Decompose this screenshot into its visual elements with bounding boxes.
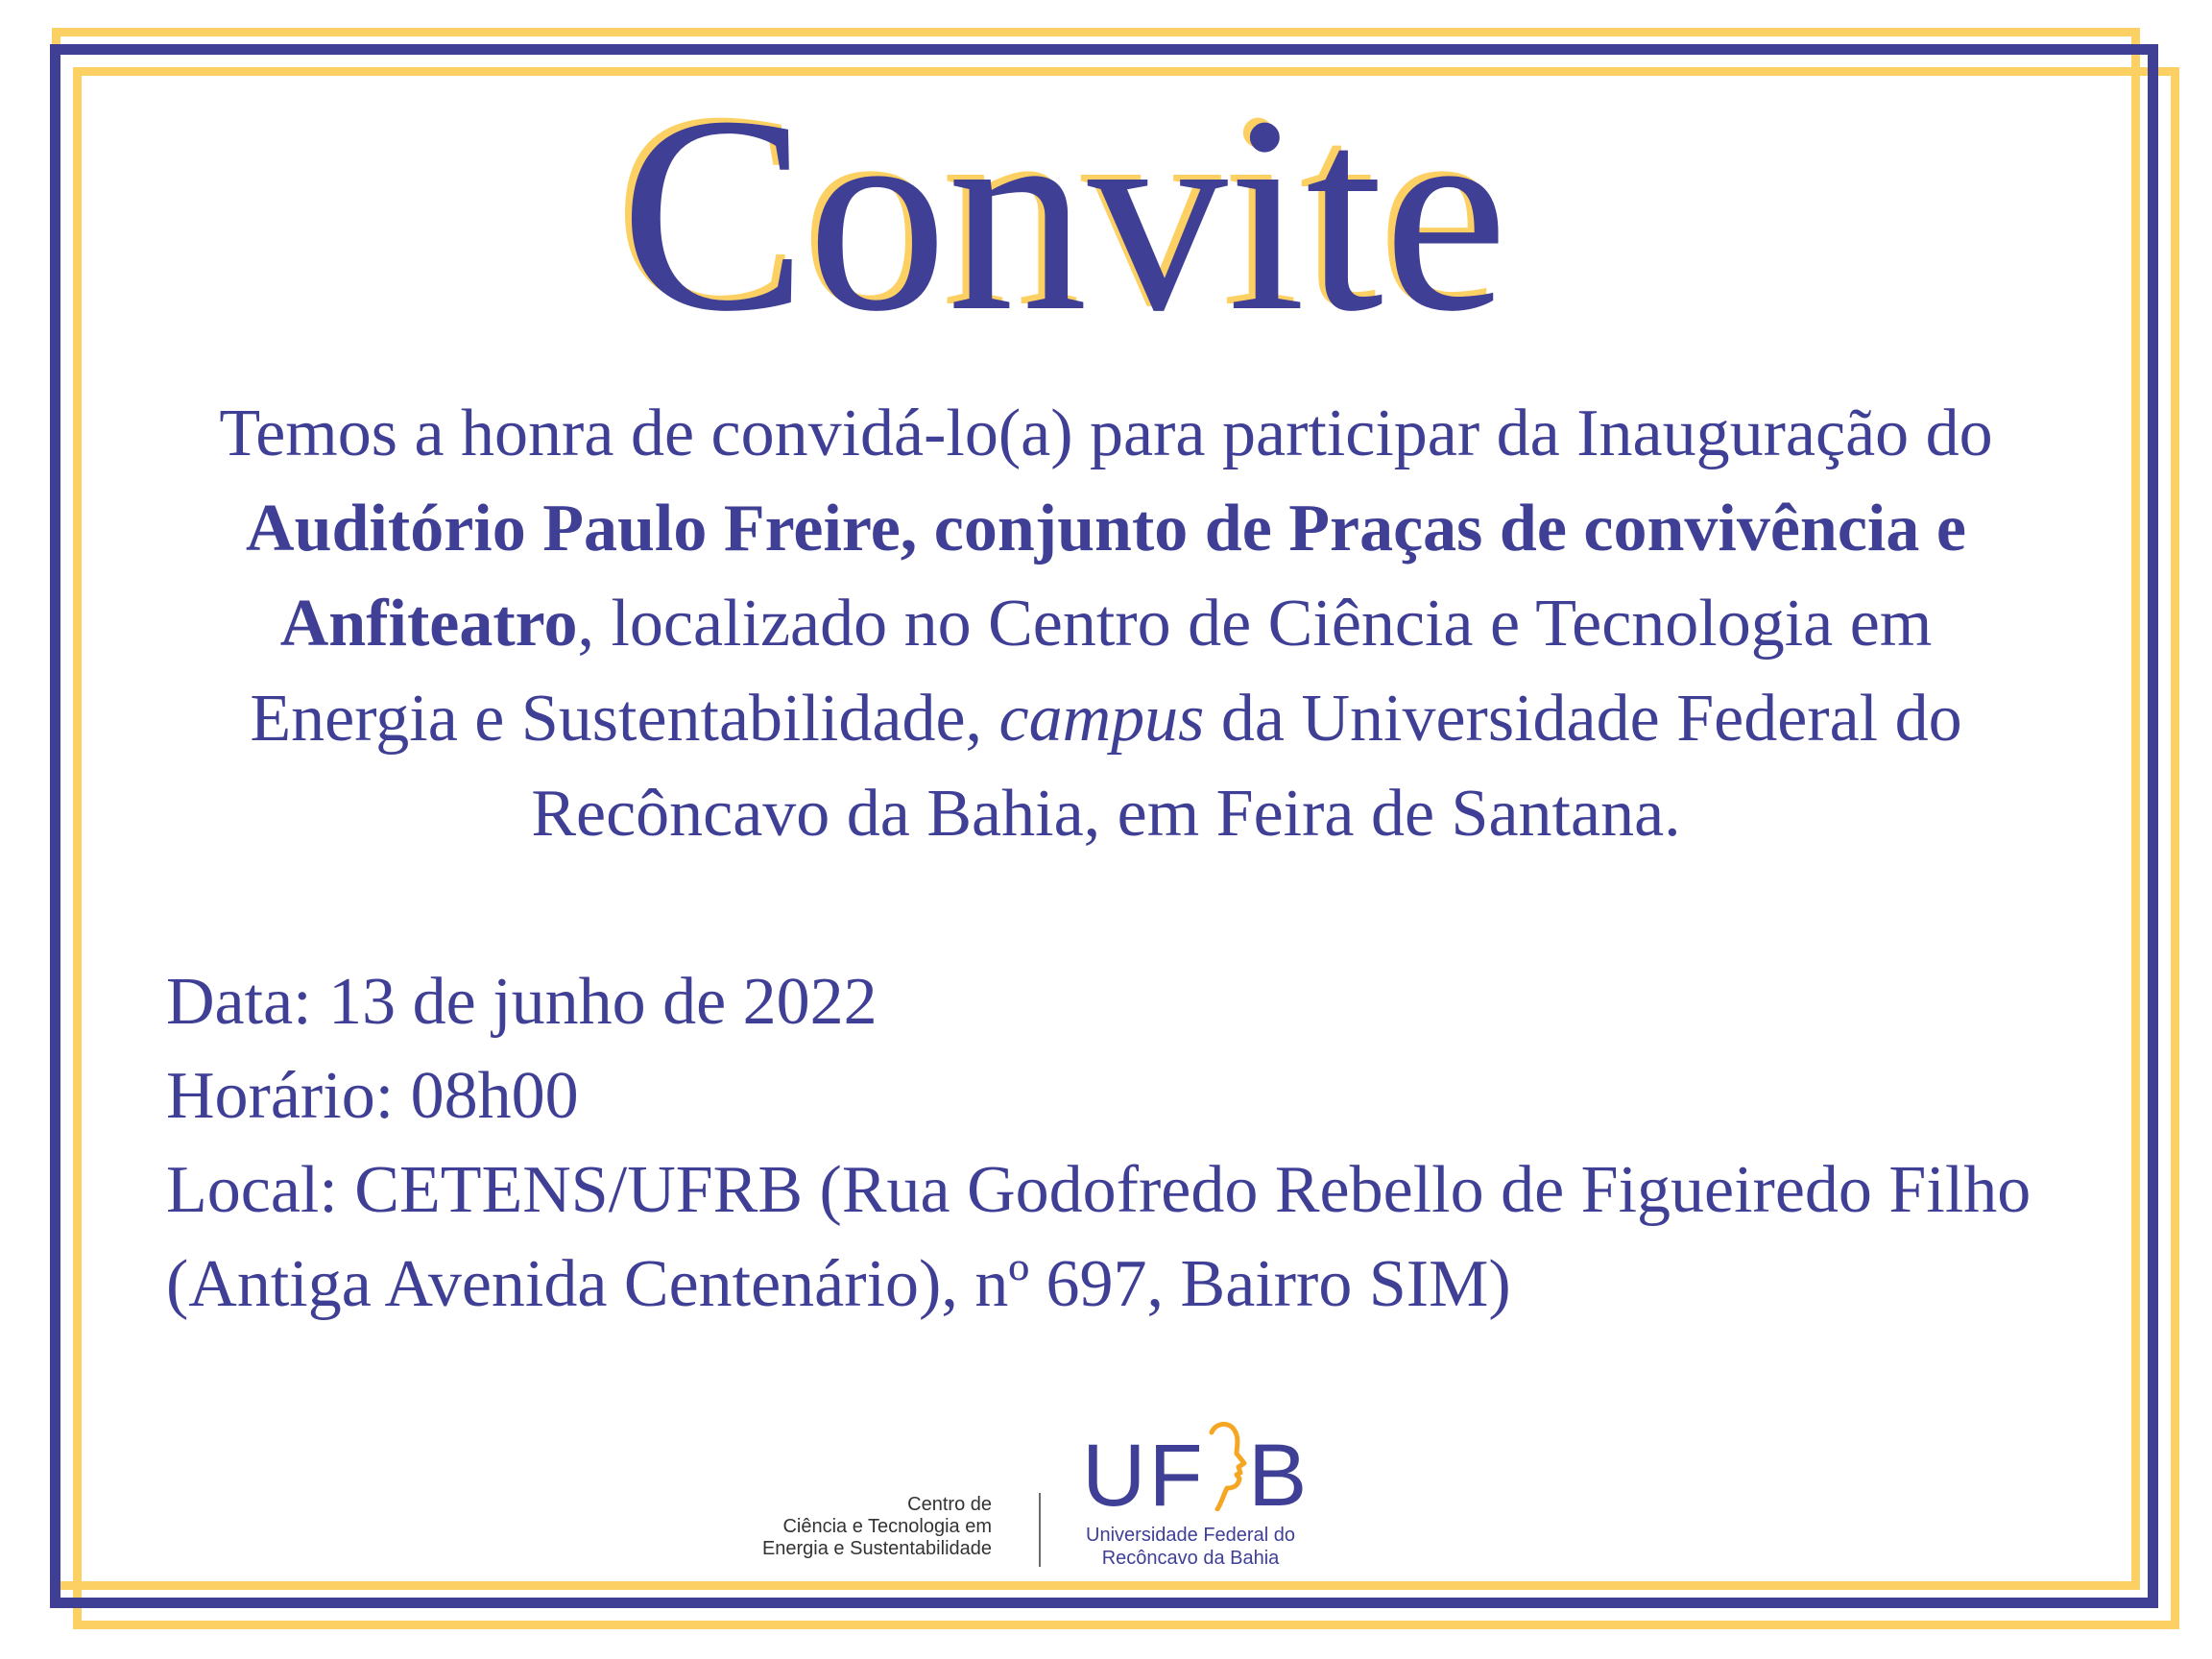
ufrb-name-line-2: Recôncavo da Bahia: [1101, 1548, 1280, 1569]
intro-campus-word: campus: [998, 682, 1205, 756]
ufrb-logo-name: [1070, 1524, 1310, 1570]
event-location-line-2: (Antiga Avenida Centenário), nº 697, Bairro SIM): [166, 1247, 1511, 1321]
invitation-title: Convite: [620, 60, 1508, 370]
cetens-line-1: Centro de: [907, 1494, 992, 1515]
intro-line-4-start: Energia e Sustentabilidade,: [250, 682, 999, 756]
cetens-logo-text: [762, 1494, 992, 1560]
event-date: Data: 13 de junho de 2022: [166, 965, 878, 1039]
cetens-line-2: Ciência e Tecnologia em: [782, 1516, 992, 1537]
ufrb-name-line-1: Universidade Federal do: [1086, 1525, 1295, 1546]
event-details: [166, 955, 2031, 1332]
intro-line-1: Temos a honra de convidá-lo(a) para participar da Inauguração do: [219, 397, 1993, 470]
intro-line-5: Recôncavo da Bahia, em Feira de Santana.: [531, 777, 1681, 851]
cetens-line-3: Energia e Sustentabilidade: [761, 1538, 992, 1559]
event-time: Horário: 08h00: [166, 1059, 579, 1133]
intro-line-4: [0, 671, 2212, 766]
ufrb-logo-letters-left: UF: [1082, 1427, 1206, 1525]
invitation-intro-paragraph: [0, 386, 2212, 861]
intro-line-3-rest: , localizado no Centro de Ciência e Tecnologia em: [577, 587, 1933, 661]
event-location-line-1: Local: CETENS/UFRB (Rua Godofredo Rebello de Figueiredo Filho: [166, 1153, 2032, 1227]
intro-line-3: [0, 576, 2212, 671]
intro-line-4-end: da Universidade Federal do: [1204, 682, 1962, 756]
face-profile-icon: [1208, 1419, 1248, 1511]
intro-venue-anfiteatro: Anfiteatro: [279, 587, 578, 661]
intro-line-2-venue: Auditório Paulo Freire, conjunto de Praças de convivência e: [246, 492, 1966, 565]
ufrb-logo-letters-right: B: [1248, 1427, 1310, 1525]
logo-divider: [1039, 1493, 1041, 1567]
